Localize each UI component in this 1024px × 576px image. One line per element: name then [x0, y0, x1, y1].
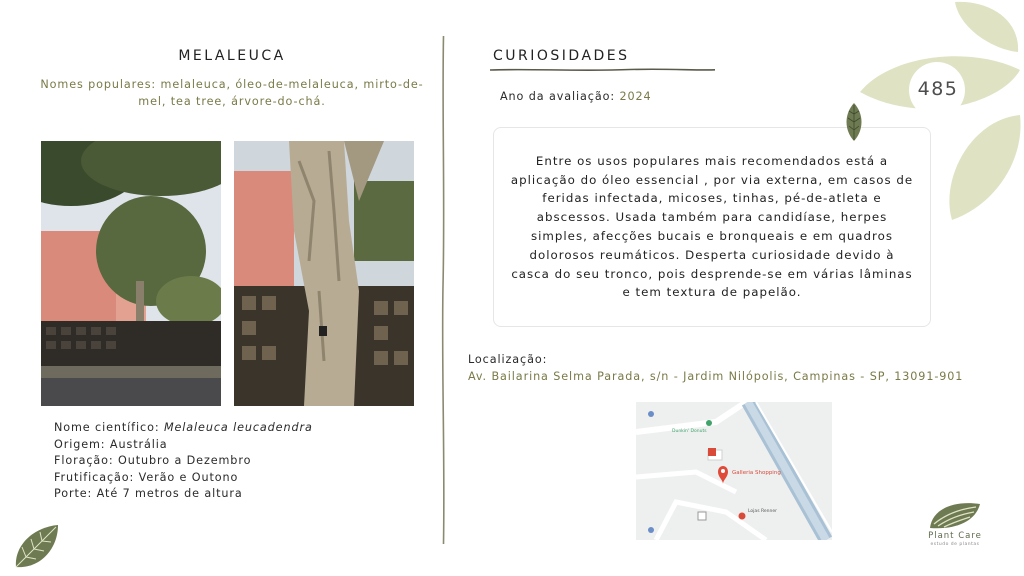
leaves-decoration	[860, 0, 1024, 225]
place-marker-icon	[648, 527, 654, 533]
flowering: Floração: Outubro a Dezembro	[54, 454, 252, 468]
trunk-photo	[234, 141, 414, 406]
store-marker-icon	[739, 513, 746, 520]
logo-name: Plant Care	[928, 531, 982, 541]
location-label: Localização:	[468, 353, 548, 366]
popular-names: Nomes populares: melaleuca, óleo-de-melaleuca, mirto-de-mel, tea tree, árvore-do-chá.	[40, 78, 424, 108]
tree-photo	[41, 141, 221, 406]
eval-year: 2024	[619, 90, 652, 103]
evaluation-year	[500, 90, 652, 103]
title-underline	[490, 67, 715, 73]
brand-logo	[918, 500, 992, 547]
plant-facts	[54, 420, 313, 503]
column-divider	[441, 36, 446, 544]
map-label-renner: Lojas Renner	[748, 509, 777, 514]
shop-marker-icon	[708, 448, 716, 456]
eval-label: Ano da avaliação:	[500, 90, 620, 103]
scientific-value: Melaleuca leucadendra	[163, 421, 313, 434]
curiosity-text: Entre os usos populares mais recomendados está a aplicação do óleo essencial , por via externa, em casos de feridas infectada, micoses, tinhas, pé-de-atleta e abscessos. Usada também para candidíase, herpes simples, afecções bucais e bronqueais e em quadros dolorosos reumáticos. Desperta curiosidade devido à casca do seu tronco, pois desprende-se em várias lâminas e tem textura de papelão.	[510, 153, 914, 300]
map-label-dunkin: Dunkin' Donuts	[672, 429, 707, 434]
fruiting: Frutificação: Verão e Outono	[54, 470, 239, 484]
scientific-name	[54, 420, 313, 437]
leaf-icon	[12, 523, 60, 571]
size: Porte: Até 7 metros de altura	[54, 487, 243, 501]
logo-subtitle: estudo de plantas	[930, 542, 980, 547]
place-marker-icon	[648, 411, 654, 417]
origin: Origem: Austrália	[54, 437, 168, 451]
plant-number-badge: 485	[917, 78, 959, 100]
scientific-label: Nome científico:	[54, 421, 164, 434]
small-leaf-icon	[844, 102, 864, 142]
location-address: Av. Bailarina Selma Parada, s/n - Jardim Nilópolis, Campinas - SP, 13091-901	[468, 370, 964, 383]
map-label-galleria: Galleria Shopping	[732, 470, 781, 476]
section-title: CURIOSIDADES	[493, 48, 630, 64]
location-map[interactable]	[636, 402, 832, 540]
park-marker-icon	[706, 420, 712, 426]
plant-title: MELALEUCA	[178, 48, 286, 64]
logo-leaf-icon	[928, 500, 982, 530]
